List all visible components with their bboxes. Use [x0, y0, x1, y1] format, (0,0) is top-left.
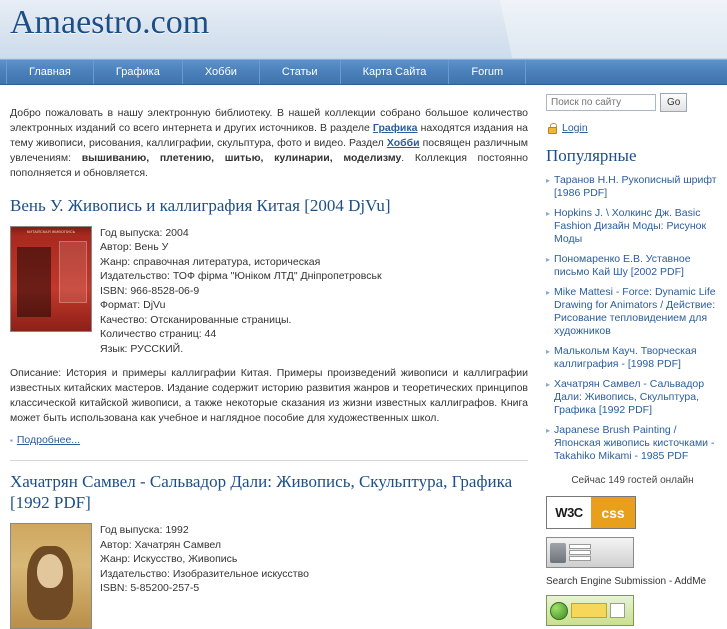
nav-item-hobby[interactable]: Хобби	[183, 60, 260, 84]
book-cover-caption-1: КИТАЙСКАЯ ЖИВОПИСЬ	[26, 228, 76, 234]
popular-link[interactable]: Пономаренко Е.В. Уставное письмо Кай Шу [2002 PDF]	[554, 253, 691, 278]
intro-paragraph	[10, 106, 528, 181]
post-cover-1[interactable]	[10, 226, 90, 357]
chevron-right-icon: ▸	[546, 209, 551, 218]
meta-line: Количество страниц: 44	[100, 328, 217, 340]
meta-line: Жанр: Искусство, Живопись	[100, 553, 238, 565]
login-row	[548, 122, 719, 134]
search-go-button[interactable]: Go	[660, 93, 687, 112]
sidebar	[540, 85, 727, 629]
nav-list	[6, 60, 727, 84]
book-cover-image-1[interactable]	[10, 226, 92, 332]
meta-line: Автор: Вень У	[100, 241, 169, 253]
w3c-css-badge[interactable]	[546, 496, 636, 529]
meta-line: ISBN: 5-85200-257-5	[100, 582, 200, 594]
popular-link[interactable]: Малькольм Кауч. Творческая каллиграфия - [1998 PDF]	[554, 345, 697, 370]
meta-line: Жанр: справочная литература, историческая	[100, 255, 321, 268]
post-more-row-1	[10, 434, 528, 452]
login-link[interactable]: Login	[562, 122, 588, 134]
post-body-2	[10, 523, 528, 629]
addme-square	[610, 603, 625, 618]
meta-line: Автор: Хачатрян Самвел	[100, 538, 222, 551]
list-item[interactable]	[546, 207, 719, 246]
lock-icon	[548, 123, 557, 134]
popular-link[interactable]: Таранов Н.Н. Рукописный шрифт [1986 PDF]	[554, 174, 717, 199]
popular-link[interactable]: Hopkins J. \ Холкинс Дж. Basic Fashion Дизайн Моды: Рисунок Моды	[554, 207, 707, 245]
addme-badge[interactable]	[546, 595, 634, 626]
addme-bar	[571, 603, 607, 618]
post-description-1: Описание: История и примеры каллиграфии Китая. Примеры произведений живописи и каллиграфии известных китайских мастеров. Издание содержит историю развития жанров и теоретических принципов классической китайской живописи, а также некоторые сказания из жизни известных каллиграфов. Книга может быть использована как учебное и наглядное пособие для художественных школ.	[10, 367, 528, 424]
post-title-2[interactable]: Хачатрян Самвел - Сальвадор Дали: Живопись, Скульптура, Графика [1992 PDF]	[10, 472, 513, 512]
counter-badge[interactable]	[546, 537, 634, 568]
list-item[interactable]	[546, 286, 719, 338]
site-header	[0, 0, 727, 59]
w3c-badge-left-label: W3C	[547, 497, 591, 528]
search-input[interactable]	[546, 94, 656, 111]
nav-item-home[interactable]: Главная	[6, 60, 94, 84]
popular-link[interactable]: Japanese Brush Painting / Японская живопись кисточками - Takahiko Mikami - 1985 PDF	[554, 424, 715, 462]
main-navigation	[0, 59, 727, 85]
popular-link[interactable]: Mike Mattesi - Force: Dynamic Life Drawing for Animators / Действие: Рисование тепловидением для художников	[554, 286, 716, 337]
list-item[interactable]	[546, 378, 719, 417]
search-form	[546, 93, 719, 112]
search-engine-submission-text[interactable]: Search Engine Submission - AddMe	[546, 576, 707, 587]
bullet-square-icon: ▪	[10, 436, 13, 445]
intro-text-2: находятся издания на тему живописи, рисования, каллиграфии, скульптура, фото и видео. Раздел	[10, 121, 528, 149]
post-cover-2[interactable]	[10, 523, 90, 629]
popular-link[interactable]: Хачатрян Самвел - Сальвадор Дали: Живопись, Скульптура, Графика [1992 PDF]	[554, 378, 705, 416]
online-visitors-note: Сейчас 149 гостей онлайн	[571, 475, 694, 486]
nav-item-sitemap[interactable]: Карта Сайта	[341, 60, 450, 84]
intro-hobby-list: вышиванию, плетению, шитью, кулинарии, моделизму	[81, 151, 402, 164]
meta-line: Год выпуска: 1992	[100, 524, 189, 536]
meta-line: Качество: Отсканированные страницы.	[100, 313, 292, 326]
intro-text-4: . Коллекция постоянно пополняется и обновляется.	[10, 151, 528, 179]
intro-text-1: Добро пожаловать в нашу электронную библиотеку. В нашей коллекции собрано большое количество электронных изданий со всего интернета и других источников. В разделе	[10, 106, 528, 134]
post-more-link-1[interactable]: Подробнее...	[16, 434, 81, 446]
list-item[interactable]	[546, 253, 719, 279]
intro-link-graphics[interactable]: Графика	[372, 121, 418, 134]
chevron-right-icon: ▸	[546, 426, 551, 435]
popular-section-title: Популярные	[546, 146, 637, 165]
chevron-right-icon: ▸	[546, 380, 551, 389]
meta-line: Издательство: Изобразительное искусство	[100, 567, 309, 580]
chevron-right-icon: ▸	[546, 255, 551, 264]
content-wrapper	[0, 85, 727, 629]
chevron-right-icon: ▸	[546, 288, 551, 297]
globe-icon	[550, 602, 568, 620]
meta-line: Издательство: ТОФ фірма "Юніком ЛТД" Дніпропетровськ	[100, 270, 382, 282]
intro-link-hobby[interactable]: Хобби	[386, 136, 420, 149]
post-meta-1	[100, 226, 382, 357]
post-meta-2	[100, 523, 309, 629]
book-cover-image-2[interactable]	[10, 523, 92, 629]
w3c-badge-right-label: css	[591, 497, 635, 528]
main-column	[0, 85, 540, 629]
chevron-right-icon: ▸	[546, 347, 551, 356]
popular-list	[546, 174, 719, 463]
meta-line: Язык: РУССКИЙ.	[100, 342, 184, 355]
site-logo[interactable]: Amaestro.com	[10, 4, 210, 41]
post-title-1[interactable]: Вень У. Живопись и каллиграфия Китая [2004 DjVu]	[10, 195, 391, 215]
meta-line: Год выпуска: 2004	[100, 226, 189, 239]
list-item[interactable]	[546, 345, 719, 371]
meta-line: ISBN: 966-8528-06-9	[100, 284, 200, 297]
counter-icon	[550, 543, 566, 563]
post-separator	[10, 460, 528, 461]
chevron-right-icon: ▸	[546, 176, 551, 185]
list-item[interactable]	[546, 174, 719, 200]
counter-digits	[569, 544, 591, 561]
nav-item-graphics[interactable]: Графика	[94, 60, 183, 84]
list-item[interactable]	[546, 424, 719, 463]
intro-text-3: посвящен различным увлечениям:	[10, 136, 529, 164]
meta-line: Формат: DjVu	[100, 299, 166, 311]
nav-item-articles[interactable]: Статьи	[260, 60, 341, 84]
post-body-1	[10, 226, 528, 357]
nav-item-forum[interactable]: Forum	[449, 60, 526, 84]
